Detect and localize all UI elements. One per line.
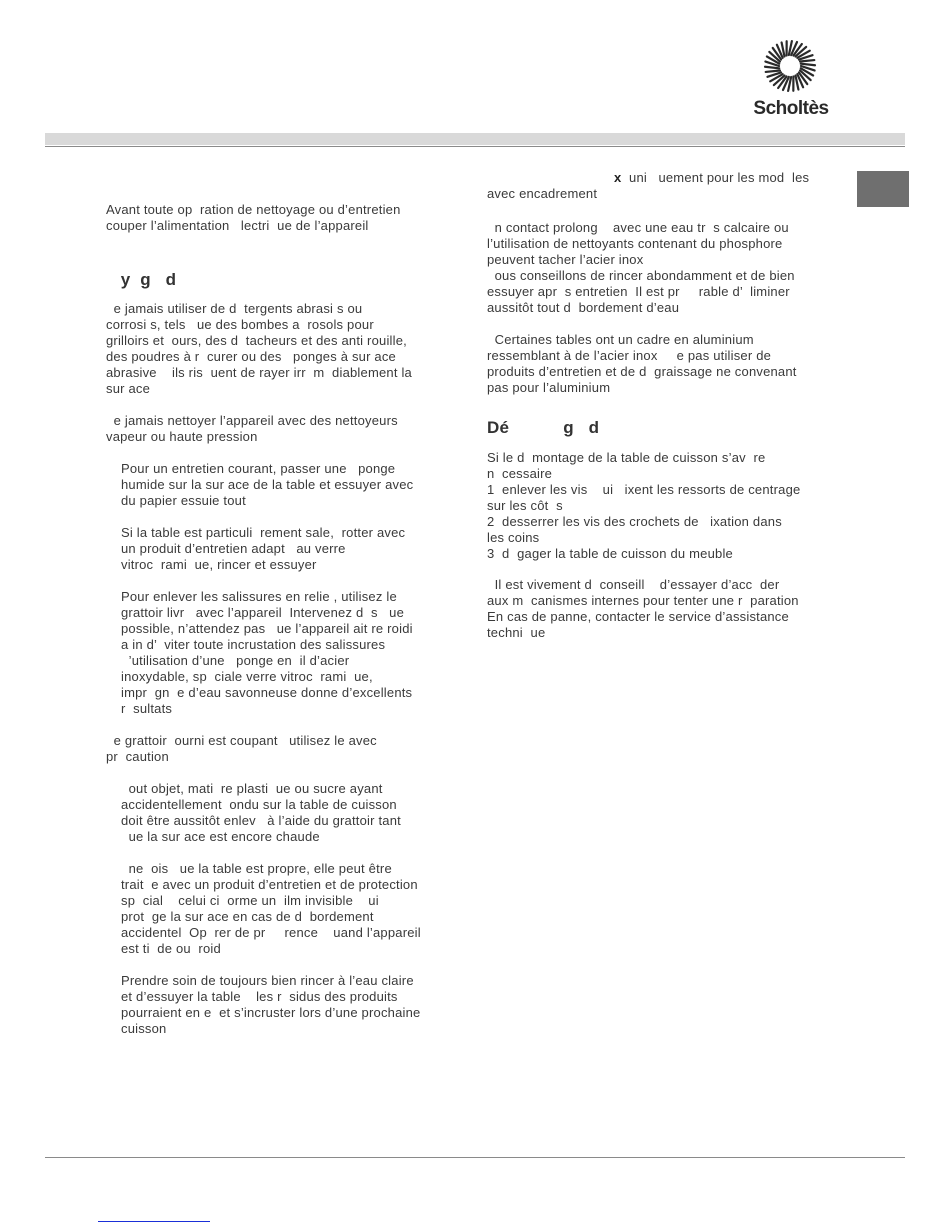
tip-rinse (106, 973, 451, 1037)
frame-note-line-1: uni uement pour les mod les (621, 170, 810, 185)
text-line: abrasive ils ris uent de rayer irr m diablement la (106, 365, 412, 380)
text-line: ’utilisation d’une ponge en il d’acier (121, 653, 350, 668)
text-line: l’utilisation de nettoyants contenant du phosphore (487, 236, 783, 251)
frame-note-line-2: avec encadrement (487, 186, 598, 201)
brand-logo (748, 36, 834, 122)
text-line: En cas de panne, contacter le service d’assistance (487, 609, 789, 624)
text-line: Prendre soin de toujours bien rincer à l’eau claire (121, 973, 414, 988)
text-line: essuyer apr s entretien Il est pr rable d’ liminer (487, 284, 790, 299)
text-line: ne ois ue la table est propre, elle peut être (121, 861, 392, 876)
brand-name: Scholtès (753, 98, 829, 119)
header-divider (45, 146, 905, 147)
text-line: n contact prolong avec une eau tr s calcaire ou (487, 220, 789, 235)
text-line: Il est vivement d conseill d’essayer d’acc der (487, 577, 780, 592)
footer-divider (45, 1157, 905, 1158)
text-line: ous conseillons de rincer abondamment et de bien (487, 268, 795, 283)
text-line: peuvent tacher l’acier inox (487, 252, 644, 267)
left-column (106, 170, 451, 1037)
right-column (487, 170, 832, 641)
text-line: ressemblant à de l’acier inox e pas utiliser de (487, 348, 772, 363)
text-line: du papier essuie tout (121, 493, 246, 508)
text-line: est ti de ou roid (121, 941, 221, 956)
language-tab (857, 171, 909, 207)
tip-dirty-table (106, 525, 451, 573)
text-line: aussitôt tout d bordement d’eau (487, 300, 680, 315)
text-line: vapeur ou haute pression (106, 429, 258, 444)
sunburst-ray (765, 67, 779, 69)
text-line: aux m canismes internes pour tenter une r paration (487, 593, 799, 608)
text-line: produits d’entretien et de d graissage ne convenant (487, 364, 797, 379)
text-line: techni ue (487, 625, 546, 640)
text-line: couper l’alimentation lectri ue de l’appareil (106, 218, 369, 233)
text-line: pr caution (106, 749, 169, 764)
text-line: Pour un entretien courant, passer une ponge (121, 461, 396, 476)
text-line: pas pour l’aluminium (487, 380, 611, 395)
text-line: Certaines tables ont un cadre en aluminium (487, 332, 754, 347)
text-line: possible, n’attendez pas ue l’appareil ait re roidi (121, 621, 413, 636)
stainless-frame-note (487, 170, 832, 202)
text-line: sur les côt s (487, 498, 563, 513)
text-line: les coins (487, 530, 540, 545)
text-line: a in d’ viter toute incrustation des salissures (121, 637, 386, 652)
text-line: Avant toute op ration de nettoyage ou d’entretien (106, 202, 401, 217)
section-heading-removal: Dé g d (487, 418, 600, 437)
text-line: Pour enlever les salissures en relie , utilisez le (121, 589, 397, 604)
text-line: et d’essuyer la table les r sidus des produits (121, 989, 398, 1004)
text-line: cuisson (121, 1021, 167, 1036)
sunburst-ray (766, 70, 780, 71)
section-heading-cleaning: y g d (106, 270, 177, 289)
text-line: humide sur la sur ace de la table et essuyer avec (121, 477, 414, 492)
warning-abrasive (106, 301, 451, 397)
footer-link-underline (98, 1221, 210, 1222)
frame-bold-label: x (614, 170, 622, 185)
text-line: r sultats (121, 701, 173, 716)
text-line: 3 d gager la table de cuisson du meuble (487, 546, 733, 561)
text-line: e jamais nettoyer l’appareil avec des nettoyeurs (106, 413, 398, 428)
aluminium-note (487, 332, 832, 396)
repair-warning (487, 577, 832, 641)
text-line: impr gn e d’eau savonneuse donne d’excellents (121, 685, 413, 700)
header-bar (45, 133, 905, 145)
warning-steam (106, 413, 451, 445)
text-line: trait e avec un produit d’entretien et de protection (121, 877, 418, 892)
text-line: ue la sur ace est encore chaude (121, 829, 320, 844)
text-line: out objet, mati re plasti ue ou sucre ayant (121, 781, 383, 796)
text-line: Si le d montage de la table de cuisson s’av re (487, 450, 766, 465)
text-line: 2 desserrer les vis des crochets de ixation dans (487, 514, 782, 529)
sunburst-icon (760, 36, 820, 96)
text-line: inoxydable, sp ciale verre vitroc rami ue, (121, 669, 373, 684)
tip-protection-product (106, 861, 451, 957)
sunburst-ray (800, 60, 814, 61)
text-line: e jamais utiliser de d tergents abrasi s ou (106, 301, 363, 316)
text-line: un produit d’entretien adapt au verre (121, 541, 346, 556)
text-line: des poudres à r curer ou des ponges à sur ace (106, 349, 396, 364)
text-line: e grattoir ourni est coupant utilisez le avec (106, 733, 377, 748)
text-line: 1 enlever les vis ui ixent les ressorts de centrage (487, 482, 801, 497)
text-line: Si la table est particuli rement sale, rotter avec (121, 525, 406, 540)
tip-scraper (106, 589, 451, 717)
limescale-note (487, 220, 832, 316)
text-line: sur ace (106, 381, 151, 396)
text-line: pourraient en e et s’incruster lors d’une prochaine (121, 1005, 421, 1020)
text-line: sp cial celui ci orme un ilm invisible ui (121, 893, 379, 908)
text-line: prot ge la sur ace en cas de d bordement (121, 909, 374, 924)
tip-melted-objects (106, 781, 451, 845)
text-line: vitroc rami ue, rincer et essuyer (121, 557, 317, 572)
text-line: accidentellement ondu sur la table de cuisson (121, 797, 397, 812)
text-line: grilloirs et ours, des d tacheurs et des anti rouille, (106, 333, 407, 348)
text-line: corrosi s, tels ue des bombes a rosols pour (106, 317, 374, 332)
text-line: doit être aussitôt enlev à l’aide du grattoir tant (121, 813, 401, 828)
text-line: n cessaire (487, 466, 553, 481)
text-line: accidentel Op rer de pr rence uand l’appareil (121, 925, 421, 940)
removal-steps (487, 450, 832, 562)
intro-paragraph (106, 202, 451, 234)
warning-scraper-sharp (106, 733, 451, 765)
tip-regular-cleaning (106, 461, 451, 509)
sunburst-ray (801, 64, 815, 66)
text-line: grattoir livr avec l’appareil Intervenez d s ue (121, 605, 405, 620)
